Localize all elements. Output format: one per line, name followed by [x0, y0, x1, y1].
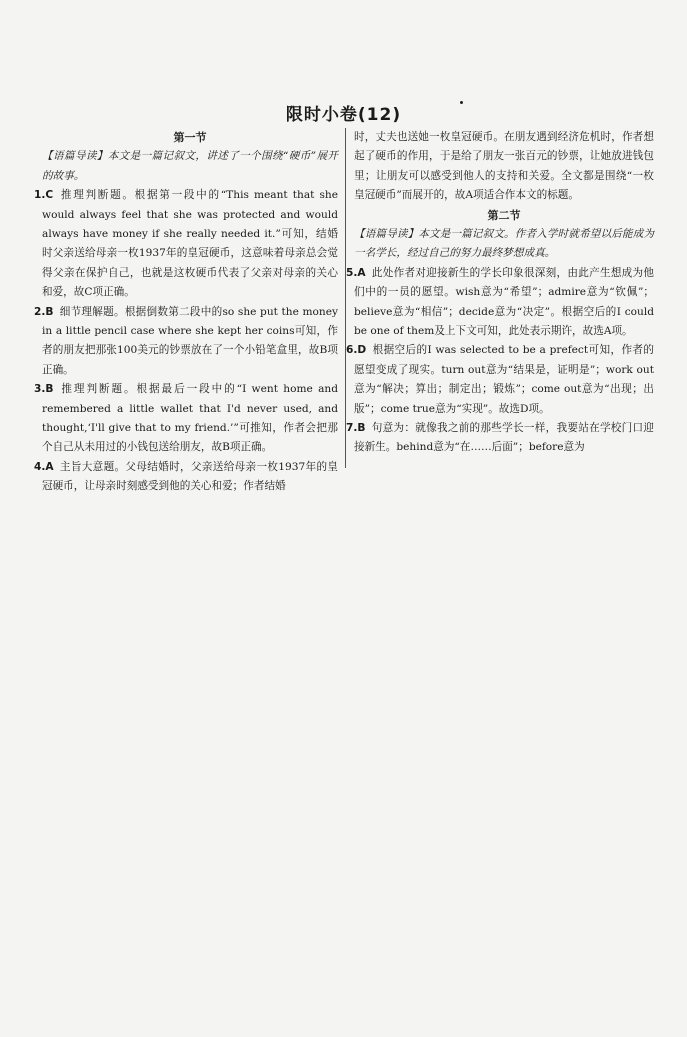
item-number: 1. — [34, 189, 46, 202]
answer-item-5 — [346, 264, 654, 342]
item-answer: C — [45, 189, 54, 202]
reading-guide-1: 【语篇导读】本文是一篇记叙文，讲述了一个围绕“硬币”展开的故事。 — [42, 150, 338, 182]
item-explanation: 推理判断题。根据第一段中的“This meant that she would always feel that she was protected and would always have money if she really needed it.”可知，结婚时父亲送给母亲一枚1937年的皇冠硬币，这意味着母亲总会觉得父亲在保护自己，也就是这枚硬币代表了父亲对母亲的关心和爱，故C项正确。 — [42, 189, 338, 299]
answer-item-2 — [34, 303, 338, 381]
item-number: 7. — [346, 422, 358, 435]
left-column — [34, 128, 338, 497]
item-number: 5. — [346, 266, 358, 279]
item-answer: A — [357, 266, 366, 279]
item-explanation: 推理判断题。根据最后一段中的“I went home and remembered a little wallet that I'd never used, and thought,‘I'll give that to my friend.’”可推知，作者会把那个自己从未用过的小钱包送给朋友，故B项正确。 — [42, 383, 338, 454]
item-answer: B — [357, 422, 366, 435]
item-answer: B — [45, 305, 54, 318]
column-divider — [345, 128, 346, 468]
answer-item-3 — [34, 380, 338, 458]
item-number: 2. — [34, 305, 46, 318]
item-number: 6. — [346, 344, 358, 357]
section-heading-2: 第二节 — [487, 208, 521, 222]
item-answer: A — [45, 460, 54, 473]
answer-item-4 — [34, 458, 338, 497]
item-answer: B — [45, 383, 54, 396]
item-explanation: 细节理解题。根据倒数第二段中的so she put the money in a little pencil case where she kept her coins可知，作者的朋友把那张100美元的钞票放在了一个小铅笔盒里，故B项正确。 — [42, 305, 338, 376]
item-4-continuation: 时，丈夫也送她一枚皇冠硬币。在朋友遇到经济危机时，作者想起了硬币的作用，于是给了朋友一张百元的钞票，让她放进钱包里；让朋友可以感受到他人的支持和关爱。全文都是围绕“一枚皇冠硬币”而展开的，故A项适合作本文的标题。 — [354, 131, 654, 202]
answer-item-7 — [346, 419, 654, 458]
section-heading-1: 第一节 — [173, 131, 207, 144]
item-explanation: 主旨大意题。父母结婚时，父亲送给母亲一枚1937年的皇冠硬币，让母亲时刻感受到他的关心和爱；作者结婚 — [42, 460, 338, 493]
right-column — [346, 128, 654, 458]
item-number: 3. — [34, 383, 46, 396]
item-number: 4. — [34, 460, 46, 473]
item-explanation: 此处作者对迎接新生的学长印象很深刻，由此产生想成为他们中的一员的愿望。wish意为“希望”；admire意为“钦佩”；believe意为“相信”；decide意为“决定”。根据空后的I could be one of them及上下文可知，此处表示期许，故选A项。 — [354, 266, 654, 338]
item-explanation: 句意为：就像我之前的那些学长一样，我要站在学校门口迎接新生。behind意为“在……后面”；before意为 — [354, 422, 654, 454]
page-title: 限时小卷(12) — [285, 105, 402, 125]
reading-guide-2: 【语篇导读】本文是一篇记叙文。作者入学时就希望以后能成为一名学长，经过自己的努力最终梦想成真。 — [354, 228, 654, 260]
print-dot — [460, 101, 463, 104]
item-explanation: 根据空后的I was selected to be a prefect可知，作者的愿望变成了现实。turn out意为“结果是，证明是”；work out意为“解决；算出；制定出；锻炼”；come out意为“出现；出版”；come true意为“实现”。故选D项。 — [354, 344, 654, 415]
answer-item-6 — [346, 341, 654, 419]
item-answer: D — [357, 344, 367, 357]
answer-item-1 — [34, 186, 338, 302]
